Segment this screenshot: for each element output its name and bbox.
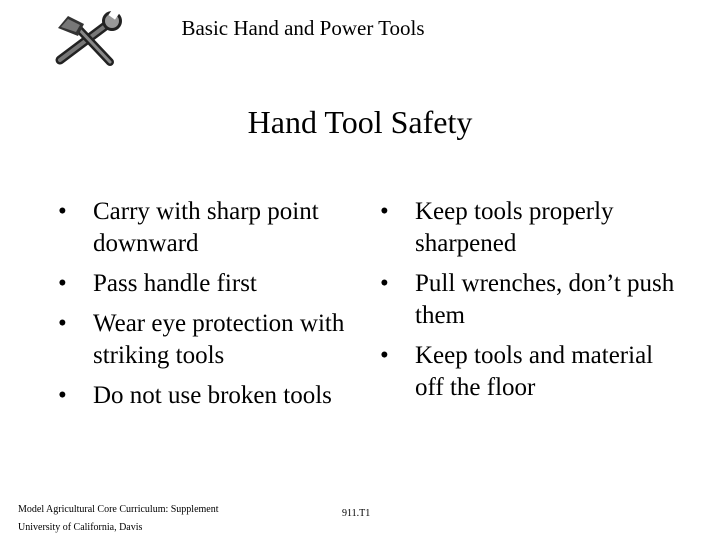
bullet-icon: • (58, 382, 67, 409)
bullet-icon: • (58, 198, 67, 225)
list-item-text: Wear eye protection with striking tools (93, 310, 345, 369)
list-item (58, 196, 368, 260)
list-item (380, 340, 680, 404)
bullet-icon: • (58, 310, 67, 337)
footer-university: University of California, Davis (18, 522, 143, 533)
list-item (58, 268, 368, 300)
list-item-text: Pull wrenches, don’t push them (415, 270, 675, 329)
list-item (380, 268, 680, 332)
header-title: Basic Hand and Power Tools (181, 16, 425, 40)
bullet-icon: • (58, 270, 67, 297)
bullet-icon: • (380, 270, 389, 297)
bullet-icon: • (380, 342, 389, 369)
list-item-text: Pass handle first (93, 270, 257, 297)
left-bullet-list (58, 196, 368, 420)
list-item-text: Do not use broken tools (93, 382, 332, 409)
footer-curriculum: Model Agricultural Core Curriculum: Supplement (18, 504, 219, 515)
list-item-text: Carry with sharp point downward (93, 198, 319, 257)
bullet-icon: • (380, 198, 389, 225)
list-item (58, 308, 368, 372)
list-item-text: Keep tools and material off the floor (415, 342, 654, 401)
slide-title: Hand Tool Safety (247, 104, 473, 140)
list-item-text: Keep tools properly sharpened (415, 198, 614, 257)
right-bullet-list (380, 196, 680, 412)
footer-slide-code: 911.T1 (342, 508, 371, 519)
list-item (58, 380, 368, 412)
list-item (380, 196, 680, 260)
